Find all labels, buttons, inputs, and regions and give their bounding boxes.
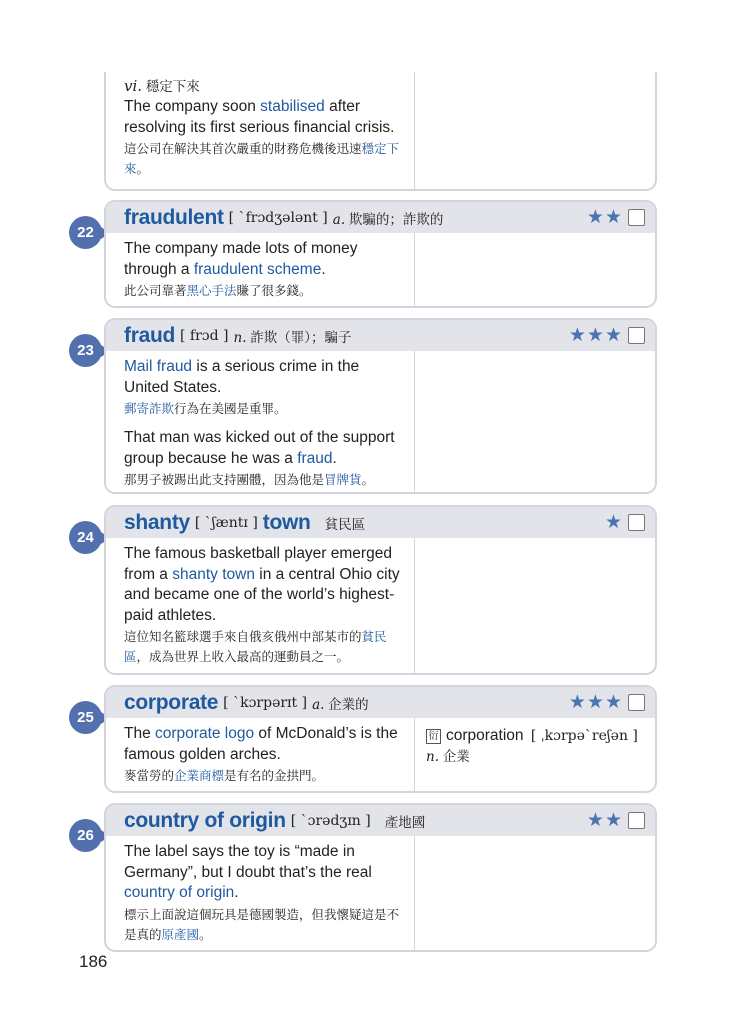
column-divider xyxy=(414,718,415,793)
highlight: 原產國 xyxy=(161,927,200,942)
highlight: Mail fraud xyxy=(124,358,193,375)
entry-header xyxy=(106,805,655,836)
checkbox[interactable] xyxy=(628,209,645,226)
entry-header xyxy=(106,687,655,718)
checkbox[interactable] xyxy=(628,812,645,829)
star-icon: ★ xyxy=(604,325,622,346)
pronunciation: [ ˋɔrədʒɪn ] xyxy=(290,812,371,829)
headword: shanty xyxy=(124,510,190,534)
entry-number-badge: 23 xyxy=(69,334,102,367)
example-zh: 那男子被踢出此支持團體，因為他是冒牌貨。 xyxy=(124,473,375,487)
example-zh: 此公司靠著黑心手法賺了很多錢。 xyxy=(124,284,312,298)
column-divider xyxy=(414,351,415,494)
column-divider xyxy=(414,538,415,675)
definition: n. 詐欺（罪）；騙子 xyxy=(233,329,352,346)
highlight: corporate logo xyxy=(155,725,255,742)
example-en: The corporate logo of McDonald’s is the famous golden arches. xyxy=(124,725,398,763)
star-icon: ★ xyxy=(586,325,604,346)
pronunciation: [ frɔd ] xyxy=(180,327,229,344)
rating xyxy=(586,208,645,227)
rating xyxy=(604,513,645,532)
example-en: That man was kicked out of the support group because he was a fraud. xyxy=(124,429,395,467)
definition: 產地國 xyxy=(384,814,426,830)
definition: a. 企業的 xyxy=(312,696,369,713)
part-of-speech: vi. xyxy=(124,77,143,95)
rating xyxy=(568,693,645,712)
derivative xyxy=(426,725,646,767)
entry-number-badge: 24 xyxy=(69,521,102,554)
definition: 貧民區 xyxy=(324,516,366,532)
headword-part: town xyxy=(262,510,311,534)
example-zh: 標示上面說這個玩具是德國製造，但我懷疑這是不是真的原產國。 xyxy=(124,907,400,942)
entry-card-fraud xyxy=(104,318,657,494)
checkbox[interactable] xyxy=(628,327,645,344)
entry-card-shanty-town xyxy=(104,505,657,675)
highlight: 穩定下來 xyxy=(124,142,400,176)
example-en: The company soon stabilised after resolving its first serious financial crisis. xyxy=(124,98,395,136)
highlight: stabilised xyxy=(260,98,325,115)
page-number: 186 xyxy=(79,952,108,971)
example-zh: 麥當勞的企業商標是有名的金拱門。 xyxy=(124,769,325,783)
entry-number-badge: 26 xyxy=(69,819,102,852)
star-icon: ★ xyxy=(568,692,586,713)
example-en: The company made lots of money through a fraudulent scheme. xyxy=(124,240,358,278)
highlight: 企業商標 xyxy=(174,769,225,783)
rating xyxy=(586,811,645,830)
example-en: Mail fraud is a serious crime in the United States. xyxy=(124,358,360,396)
entry-card-corporate xyxy=(104,685,657,793)
highlight: 黑心手法 xyxy=(186,284,237,298)
star-icon: ★ xyxy=(586,810,604,831)
highlight: fraudulent scheme xyxy=(193,260,322,278)
star-icon: ★ xyxy=(586,207,604,228)
derivative-icon: 衍 xyxy=(426,729,441,744)
entry-header xyxy=(106,320,655,351)
entry-card-country-of-origin xyxy=(104,803,657,952)
highlight: 貧民區 xyxy=(124,630,387,664)
pronunciation: [ ˋkɔrpərɪt ] xyxy=(223,694,308,711)
entry-header xyxy=(106,507,655,538)
highlight: country of origin xyxy=(124,884,235,901)
star-icon: ★ xyxy=(604,207,622,228)
pos-line xyxy=(124,76,406,97)
pos-gloss: 穩定下來 xyxy=(145,79,200,94)
entry-header xyxy=(106,202,655,233)
entry-card-fraudulent xyxy=(104,200,657,308)
headword: country of origin xyxy=(124,808,286,832)
example-en: The famous basketball player emerged from a shanty town in a central Ohio city and became one of the world’s highest-paid athletes. xyxy=(124,545,400,624)
column-divider xyxy=(414,836,415,952)
star-icon: ★ xyxy=(604,692,622,713)
entry-number-badge: 25 xyxy=(69,701,102,734)
derivative-pronunciation: [ ˌkɔrpəˋreʃən ] xyxy=(530,728,638,744)
highlight: shanty town xyxy=(172,565,255,583)
entry-number-badge: 22 xyxy=(69,216,102,249)
star-icon: ★ xyxy=(586,692,604,713)
headword: fraudulent xyxy=(124,205,224,229)
example-zh: 這公司在解決其首次嚴重的財務危機後迅速穩定下來。 xyxy=(124,142,400,176)
pronunciation: [ ˋfrɔdʒələnt ] xyxy=(228,209,328,226)
checkbox[interactable] xyxy=(628,514,645,531)
star-icon: ★ xyxy=(604,512,622,533)
definition: a. 欺騙的；詐欺的 xyxy=(332,211,444,228)
example-en: The label says the toy is “made in Germany”, but I doubt that’s the real country of origin. xyxy=(124,843,372,901)
rating xyxy=(568,326,645,345)
star-icon: ★ xyxy=(604,810,622,831)
column-divider xyxy=(414,233,415,308)
headword: fraud xyxy=(124,323,176,347)
checkbox[interactable] xyxy=(628,694,645,711)
column-divider xyxy=(414,72,415,189)
derivative-word: corporation xyxy=(446,727,524,744)
highlight: fraud xyxy=(297,449,333,467)
headword: corporate xyxy=(124,690,219,714)
example-zh: 這位知名籃球選手來自俄亥俄州中部某市的貧民區，成為世界上收入最高的運動員之一。 xyxy=(124,630,387,664)
highlight: 郵寄詐欺 xyxy=(124,402,175,416)
star-icon: ★ xyxy=(568,325,586,346)
entry-card-continued xyxy=(104,72,657,191)
highlight: 冒牌貨 xyxy=(324,473,362,487)
pronunciation: [ ˋʃæntɪ ] xyxy=(194,514,258,531)
derivative-definition: n. 企業 xyxy=(426,749,470,765)
example-zh: 郵寄詐欺行為在美國是重罪。 xyxy=(124,402,287,416)
